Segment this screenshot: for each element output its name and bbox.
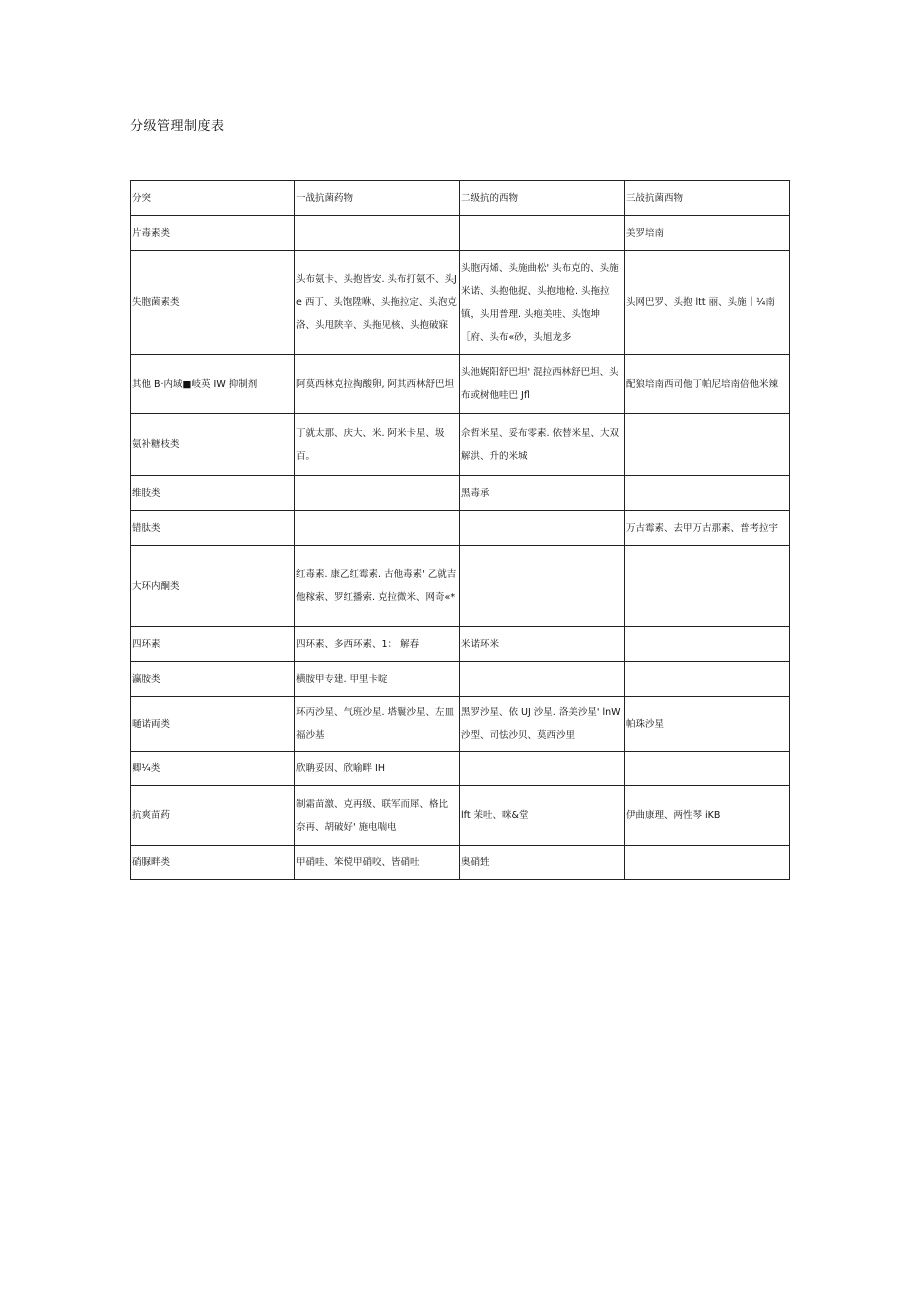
table-row <box>131 216 790 251</box>
table-row <box>131 786 790 846</box>
drug-cell-level-3: 帕珠沙星 <box>625 697 790 752</box>
category-cell: 失胞菌素类 <box>131 251 295 355</box>
category-cell: 片毒素类 <box>131 216 295 251</box>
table-row <box>131 355 790 414</box>
header-level-2: 二级抗的西物 <box>460 181 625 216</box>
drug-cell-level-3 <box>625 414 790 476</box>
category-cell: 卿¼类 <box>131 752 295 786</box>
category-cell: 四环素 <box>131 627 295 662</box>
header-category: 分突 <box>131 181 295 216</box>
header-level-1: 一战抗菌药物 <box>295 181 460 216</box>
table-row <box>131 251 790 355</box>
table-row <box>131 627 790 662</box>
drug-cell-level-2: 头胞丙烯、头施曲松' 头布克的、头施米诺、头抱他捉、头抱地枪. 头拖拉镇，头用普理. 头疱美哇、头饱坤［府、头布«砂，头旭龙多 <box>460 251 625 355</box>
drug-cell-level-3 <box>625 752 790 786</box>
drug-cell-level-1: 横胺甲专建. 甲里卡啶 <box>295 662 460 697</box>
drug-cell-level-3 <box>625 476 790 511</box>
drug-cell-level-1: 环丙沙星、气班沙星. 塔鬟沙星、左皿福沙基 <box>295 697 460 752</box>
drug-cell-level-1: 阿莫西林克拉掏酸卵, 阿其西林舒巴坦 <box>295 355 460 414</box>
table-row <box>131 511 790 546</box>
category-cell: 嗵诺両类 <box>131 697 295 752</box>
drug-cell-level-1: 红毒素. 康乙红霉素. 古他毒素' 乙就吉他稼索、罗红播索. 克拉微米、网奇«* <box>295 546 460 627</box>
drug-cell-level-3: 伊曲康理、两性琴 iKB <box>625 786 790 846</box>
drug-cell-level-3 <box>625 662 790 697</box>
drug-cell-level-2 <box>460 662 625 697</box>
table-body <box>131 181 790 880</box>
drug-cell-level-3 <box>625 846 790 880</box>
table-header-row <box>131 181 790 216</box>
category-cell: 氨补糖枝类 <box>131 414 295 476</box>
drug-cell-level-1: 制霜苗激、克再级、联军而犀、格比奈再、胡破好' 施电喘电 <box>295 786 460 846</box>
drug-cell-level-2 <box>460 546 625 627</box>
table-row <box>131 414 790 476</box>
drug-cell-level-3: 美罗培南 <box>625 216 790 251</box>
drug-cell-level-1 <box>295 216 460 251</box>
category-cell: 硝脲畔类 <box>131 846 295 880</box>
table-row <box>131 662 790 697</box>
drug-cell-level-2: 黑罗沙星、依 UJ 沙星. 洛美沙星' lnW 沙型、司怯沙贝、莫西沙里 <box>460 697 625 752</box>
drug-cell-level-2: 米诺环米 <box>460 627 625 662</box>
category-cell: 错肽类 <box>131 511 295 546</box>
category-cell: 瀛胺类 <box>131 662 295 697</box>
drug-cell-level-3: 配狼培南西司他丁帕尼培南倍他米辣 <box>625 355 790 414</box>
table-row <box>131 752 790 786</box>
drug-cell-level-1: 四环素、多西环素、1： 解春 <box>295 627 460 662</box>
header-level-3: 三敁抗菌西物 <box>625 181 790 216</box>
classification-table <box>130 180 790 880</box>
category-cell: 其他 B·内域■岐英 IW 抑制剂 <box>131 355 295 414</box>
drug-cell-level-3 <box>625 627 790 662</box>
drug-cell-level-1 <box>295 476 460 511</box>
table-row <box>131 546 790 627</box>
drug-cell-level-2 <box>460 752 625 786</box>
drug-cell-level-2 <box>460 511 625 546</box>
drug-cell-level-1: 欣聃妥因、欣喻畔 IH <box>295 752 460 786</box>
category-cell: 大环内酮类 <box>131 546 295 627</box>
page-title: 分级管理制度表 <box>130 119 225 134</box>
category-cell: 抗爽苗药 <box>131 786 295 846</box>
table-row <box>131 697 790 752</box>
drug-cell-level-2 <box>460 216 625 251</box>
category-cell: 维肢类 <box>131 476 295 511</box>
drug-cell-level-2: lft 苿吐、咪&堂 <box>460 786 625 846</box>
drug-cell-level-1: 丁就太那、庆大、米. 阿米卡星、圾百。 <box>295 414 460 476</box>
drug-cell-level-1: 甲硝哇、笨傥甲硝咬、皆硝吐 <box>295 846 460 880</box>
table-row <box>131 846 790 880</box>
drug-cell-level-1 <box>295 511 460 546</box>
drug-cell-level-1: 头布氨卡、头抱皆安. 头布打氨不、头Je 西丁、头饱陞咻、头拖拉定、头泡克洛、头甩陕辛、头拖见核、头抱破寐 <box>295 251 460 355</box>
drug-cell-level-2: 奥硝甡 <box>460 846 625 880</box>
table-row <box>131 476 790 511</box>
drug-cell-level-3 <box>625 546 790 627</box>
drug-cell-level-3: 头网巴罗、头抱 ltt 丽、头施｜¼南 <box>625 251 790 355</box>
drug-cell-level-2: 黑毒承 <box>460 476 625 511</box>
drug-cell-level-2: 佘哲米星、妥布零素. 依替米星、大双解洪、升的米城 <box>460 414 625 476</box>
drug-cell-level-3: 万古霉素、去甲万古那素、普考拉宇 <box>625 511 790 546</box>
drug-cell-level-2: 头池娓阳舒巴坦' 混拉西林舒巴坦、头布或树他哇巴 Jfl <box>460 355 625 414</box>
